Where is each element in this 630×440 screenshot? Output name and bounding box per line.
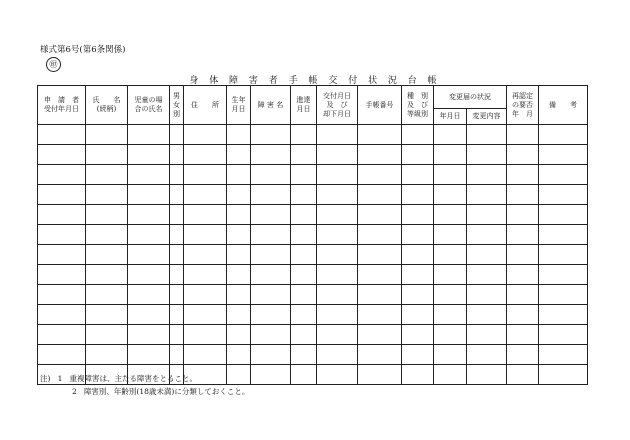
- table-cell: [184, 265, 227, 285]
- table-cell: [38, 165, 86, 185]
- table-cell: [402, 265, 434, 285]
- table-cell: [539, 345, 588, 365]
- table-cell: [251, 225, 291, 245]
- table-cell: [128, 165, 170, 185]
- table-cell: [467, 245, 507, 265]
- table-cell: [434, 305, 467, 325]
- header-book-number: 手帳番号: [358, 86, 402, 125]
- table-cell: [434, 205, 467, 225]
- table-cell: [467, 285, 507, 305]
- table-cell: [170, 185, 184, 205]
- table-cell: [507, 305, 539, 325]
- table-cell: [507, 225, 539, 245]
- note-2-number: 2: [72, 387, 77, 396]
- table-cell: [467, 365, 507, 385]
- table-cell: [86, 305, 128, 325]
- table-cell: [128, 125, 170, 145]
- table-cell: [358, 265, 402, 285]
- table-cell: [227, 265, 251, 285]
- table-cell: [86, 265, 128, 285]
- table-cell: [227, 205, 251, 225]
- table-cell: [358, 145, 402, 165]
- table-cell: [251, 345, 291, 365]
- table-cell: [434, 365, 467, 385]
- table-cell: [467, 165, 507, 185]
- table-cell: [402, 185, 434, 205]
- table-cell: [170, 125, 184, 145]
- table-cell: [317, 345, 358, 365]
- table-cell: [128, 285, 170, 305]
- note-1: [40, 373, 197, 384]
- document-title: 身 体 障 害 者 手 帳 交 付 状 況 台 帳: [189, 76, 441, 86]
- table-cell: [358, 125, 402, 145]
- table-cell: [317, 305, 358, 325]
- table-cell: [539, 265, 588, 285]
- table-cell: [467, 225, 507, 245]
- table-cell: [507, 265, 539, 285]
- header-child-name: 児童の場 合の氏名: [128, 86, 170, 125]
- table-cell: [251, 365, 291, 385]
- table-cell: [434, 185, 467, 205]
- table-row: [38, 145, 588, 165]
- table-cell: [402, 365, 434, 385]
- table-cell: [251, 325, 291, 345]
- table-cell: [184, 145, 227, 165]
- table-cell: [227, 145, 251, 165]
- header-change-date: 年月日: [434, 109, 467, 125]
- table-cell: [467, 345, 507, 365]
- table-cell: [170, 345, 184, 365]
- header-change-content: 変更内容: [467, 109, 507, 125]
- table-cell: [38, 225, 86, 245]
- table-cell: [402, 225, 434, 245]
- table-cell: [434, 265, 467, 285]
- table-cell: [434, 225, 467, 245]
- note-2-text: 障害別、年齢別(18歳未満)に分類しておくこと。: [83, 387, 250, 396]
- table-cell: [184, 245, 227, 265]
- table-cell: [291, 205, 317, 225]
- table-cell: [227, 365, 251, 385]
- table-cell: [402, 285, 434, 305]
- table-cell: [170, 225, 184, 245]
- table-cell: [128, 345, 170, 365]
- table-cell: [402, 125, 434, 145]
- table-cell: [507, 245, 539, 265]
- table-cell: [227, 125, 251, 145]
- table-cell: [184, 285, 227, 305]
- table-cell: [227, 285, 251, 305]
- table-row: [38, 285, 588, 305]
- table-cell: [227, 325, 251, 345]
- table-cell: [539, 185, 588, 205]
- table-cell: [317, 205, 358, 225]
- table-cell: [251, 145, 291, 165]
- table-cell: [86, 245, 128, 265]
- table-cell: [291, 185, 317, 205]
- table-cell: [507, 165, 539, 185]
- table-cell: [507, 185, 539, 205]
- table-cell: [434, 145, 467, 165]
- table-cell: [539, 245, 588, 265]
- header-applicant-date: 申 請 者 受付年月日: [38, 86, 86, 125]
- table-cell: [184, 125, 227, 145]
- table-cell: [128, 305, 170, 325]
- table-cell: [358, 305, 402, 325]
- table-cell: [539, 305, 588, 325]
- table-cell: [251, 265, 291, 285]
- table-cell: [170, 285, 184, 305]
- table-cell: [291, 245, 317, 265]
- header-sex: 男 女 別: [170, 86, 184, 125]
- table-cell: [402, 205, 434, 225]
- table-cell: [128, 145, 170, 165]
- table-cell: [86, 185, 128, 205]
- table-cell: [434, 325, 467, 345]
- table-cell: [317, 125, 358, 145]
- table-cell: [38, 185, 86, 205]
- table-cell: [38, 285, 86, 305]
- table-cell: [251, 205, 291, 225]
- header-address: 住 所: [184, 86, 227, 125]
- table-cell: [467, 205, 507, 225]
- header-name: 氏 名 (続柄): [86, 86, 128, 125]
- table-row: [38, 245, 588, 265]
- table-row: [38, 205, 588, 225]
- table-cell: [38, 345, 86, 365]
- seal-stamp-icon: ㊞: [46, 57, 61, 72]
- table-cell: [434, 125, 467, 145]
- table-cell: [507, 345, 539, 365]
- table-cell: [358, 285, 402, 305]
- note-1-number: 1: [57, 374, 63, 383]
- form-number-label: 様式第6号(第6条関係): [40, 45, 126, 55]
- table-cell: [184, 325, 227, 345]
- table-cell: [86, 145, 128, 165]
- table-cell: [507, 365, 539, 385]
- table-cell: [507, 285, 539, 305]
- table-cell: [539, 165, 588, 185]
- table-cell: [86, 325, 128, 345]
- header-referral-date: 進達 月日: [291, 86, 317, 125]
- table-cell: [184, 205, 227, 225]
- table-row: [38, 185, 588, 205]
- table-cell: [358, 225, 402, 245]
- table-cell: [38, 205, 86, 225]
- table-cell: [291, 145, 317, 165]
- table-cell: [539, 365, 588, 385]
- table-row: [38, 125, 588, 145]
- table-cell: [251, 245, 291, 265]
- table-cell: [38, 145, 86, 165]
- table-cell: [434, 285, 467, 305]
- table-cell: [539, 285, 588, 305]
- table-cell: [170, 305, 184, 325]
- table-cell: [358, 345, 402, 365]
- note-1-text: 重複障害は、主たる障害をとること。: [69, 374, 198, 383]
- table-cell: [227, 165, 251, 185]
- table-cell: [251, 185, 291, 205]
- table-cell: [291, 285, 317, 305]
- table-cell: [507, 325, 539, 345]
- header-disability: 障 害 名: [251, 86, 291, 125]
- table-cell: [507, 205, 539, 225]
- table-cell: [170, 325, 184, 345]
- table-cell: [402, 245, 434, 265]
- table-cell: [358, 365, 402, 385]
- table-cell: [291, 365, 317, 385]
- table-cell: [434, 245, 467, 265]
- table-cell: [128, 325, 170, 345]
- table-cell: [317, 325, 358, 345]
- table-cell: [86, 285, 128, 305]
- table-cell: [539, 325, 588, 345]
- table-cell: [38, 305, 86, 325]
- table-cell: [170, 245, 184, 265]
- table-cell: [317, 145, 358, 165]
- table-row: [38, 305, 588, 325]
- ledger-body: [38, 125, 588, 385]
- table-cell: [170, 145, 184, 165]
- table-cell: [402, 305, 434, 325]
- table-cell: [317, 185, 358, 205]
- table-cell: [291, 225, 317, 245]
- table-cell: [291, 265, 317, 285]
- table-cell: [539, 205, 588, 225]
- table-cell: [291, 325, 317, 345]
- table-cell: [38, 245, 86, 265]
- table-cell: [86, 225, 128, 245]
- header-change-status: 変更届の状況: [434, 86, 507, 109]
- table-cell: [170, 265, 184, 285]
- table-cell: [38, 325, 86, 345]
- table-cell: [184, 225, 227, 245]
- ledger-table: [37, 85, 588, 385]
- table-cell: [170, 165, 184, 185]
- table-cell: [358, 325, 402, 345]
- table-cell: [291, 165, 317, 185]
- note-2: [40, 386, 249, 397]
- header-birth-date: 生年 月日: [227, 86, 251, 125]
- table-cell: [402, 145, 434, 165]
- table-cell: [184, 345, 227, 365]
- table-cell: [38, 125, 86, 145]
- header-remarks: 備 考: [539, 86, 588, 125]
- table-row: [38, 345, 588, 365]
- table-cell: [358, 245, 402, 265]
- table-cell: [467, 265, 507, 285]
- table-cell: [317, 265, 358, 285]
- notes-prefix: 注): [40, 374, 51, 383]
- table-cell: [251, 125, 291, 145]
- table-cell: [402, 345, 434, 365]
- table-row: [38, 165, 588, 185]
- table-cell: [227, 225, 251, 245]
- table-cell: [434, 165, 467, 185]
- header-recertification: 再認定 の要否 年 月: [507, 86, 539, 125]
- table-cell: [317, 245, 358, 265]
- table-cell: [227, 185, 251, 205]
- table-cell: [291, 345, 317, 365]
- header-issue-date: 交付月日 及 び 却下月日: [317, 86, 358, 125]
- table-cell: [38, 265, 86, 285]
- table-cell: [251, 165, 291, 185]
- table-cell: [467, 125, 507, 145]
- table-cell: [128, 225, 170, 245]
- table-cell: [227, 345, 251, 365]
- table-cell: [128, 185, 170, 205]
- table-cell: [317, 365, 358, 385]
- table-cell: [291, 125, 317, 145]
- table-cell: [86, 125, 128, 145]
- table-cell: [402, 325, 434, 345]
- table-cell: [86, 205, 128, 225]
- table-cell: [467, 185, 507, 205]
- table-cell: [539, 125, 588, 145]
- table-cell: [184, 185, 227, 205]
- table-row: [38, 325, 588, 345]
- table-cell: [467, 325, 507, 345]
- table-cell: [317, 165, 358, 185]
- table-cell: [467, 305, 507, 325]
- table-cell: [227, 305, 251, 325]
- table-row: [38, 265, 588, 285]
- table-cell: [184, 165, 227, 185]
- table-cell: [507, 145, 539, 165]
- table-cell: [251, 305, 291, 325]
- table-cell: [170, 205, 184, 225]
- table-cell: [539, 225, 588, 245]
- table-cell: [358, 205, 402, 225]
- table-cell: [317, 285, 358, 305]
- table-cell: [507, 125, 539, 145]
- table-cell: [402, 165, 434, 185]
- table-row: [38, 225, 588, 245]
- table-cell: [184, 305, 227, 325]
- table-cell: [539, 145, 588, 165]
- table-cell: [227, 245, 251, 265]
- table-cell: [251, 285, 291, 305]
- header-grade: 種 別 及 び 等級別: [402, 86, 434, 125]
- table-cell: [467, 145, 507, 165]
- table-cell: [128, 205, 170, 225]
- table-cell: [358, 185, 402, 205]
- table-cell: [434, 345, 467, 365]
- table-cell: [317, 225, 358, 245]
- table-cell: [291, 305, 317, 325]
- table-cell: [358, 165, 402, 185]
- table-cell: [128, 265, 170, 285]
- table-cell: [128, 245, 170, 265]
- table-cell: [86, 165, 128, 185]
- table-cell: [86, 345, 128, 365]
